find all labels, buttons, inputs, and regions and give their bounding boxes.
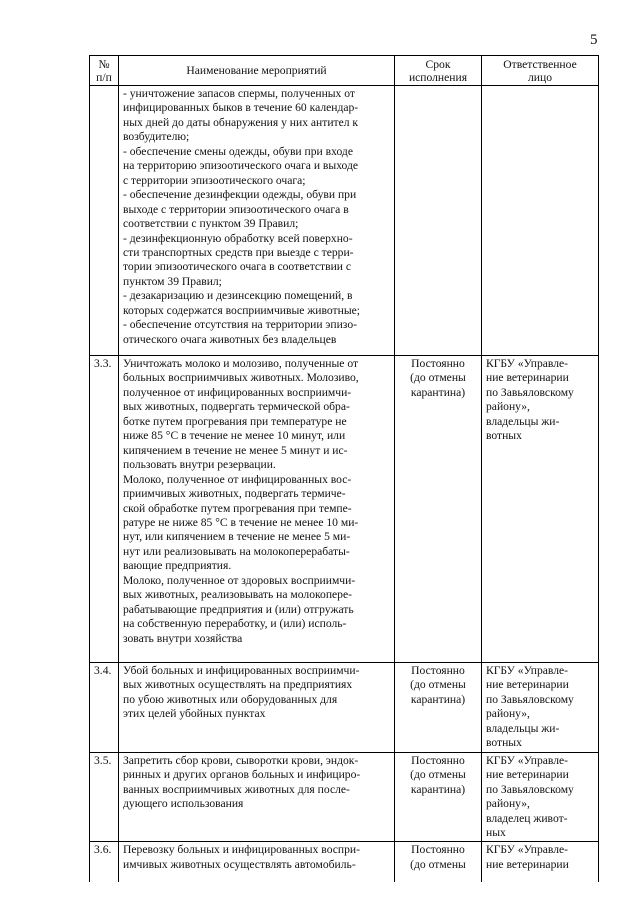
table-row (90, 752, 599, 842)
term-line: Постоянно (411, 753, 465, 767)
description-line: кипячением в течение не менее 5 минут и ис- (123, 443, 348, 457)
description-line: сти транспортных средств при выезде с терри- (123, 245, 354, 259)
responsible-person (482, 86, 599, 356)
description-line: которых содержатся восприимчивые животные; (123, 303, 360, 317)
term-line: Постоянно (411, 843, 465, 857)
description-line: выходе с территории эпизоотического очага в (123, 202, 349, 216)
term-line: (до отмены (410, 857, 466, 871)
measure-description (119, 356, 395, 663)
responsible-line: ние ветеринарии (486, 678, 569, 692)
description-line: по убою животных или оборудованных для (123, 692, 338, 706)
responsible-line: ние ветеринарии (486, 371, 569, 385)
description-line: ных дней до даты обнаружения у них антител к (123, 115, 359, 129)
description-line: ринных и других органов больных и инфициро- (123, 768, 361, 782)
table-header-row (90, 56, 599, 86)
term-line: (до отмены (410, 768, 466, 782)
row-number (90, 86, 119, 356)
description-line: приимчивых животных, подвергать термиче- (123, 487, 346, 501)
responsible-line: по Завьяловскому (486, 692, 574, 706)
measure-description (119, 752, 395, 842)
table-row (90, 356, 599, 663)
row-number: 3.5. (90, 752, 119, 842)
execution-term (395, 663, 482, 753)
description-line: Молоко, полученное от инфицированных вос- (123, 472, 352, 486)
description-line: вых животных осуществлять на предприятиях (123, 678, 353, 692)
responsible-line: ние ветеринарии (486, 768, 569, 782)
description-line: отического очага животных без владельцев (123, 332, 337, 346)
responsible-line: по Завьяловскому (486, 782, 574, 796)
description-line: ванных восприимчивых животных для после- (123, 782, 350, 796)
header-label-line: лицо (528, 70, 552, 84)
description-line: ской обработке путем прогревания при темпе- (123, 501, 352, 515)
execution-term (395, 752, 482, 842)
responsible-line: КГБУ «Управле- (486, 664, 569, 677)
description-line: нут, или кипячением в течение не менее 5 ми- (123, 530, 351, 544)
description-line: - уничтожение запасов спермы, полученных от (123, 87, 355, 100)
header-label-line: № (98, 57, 110, 71)
description-line: Перевозку больных и инфицированных воспри- (123, 843, 360, 857)
row-number: 3.3. (90, 356, 119, 663)
responsible-line: по Завьяловскому (486, 385, 574, 399)
description-line: дующего использования (123, 797, 244, 811)
description-line: Уничтожать молоко и молозиво, полученные от (123, 357, 359, 370)
row-number: 3.4. (90, 663, 119, 753)
term-line: Постоянно (411, 357, 465, 370)
description-line: - дезакаризацию и дезинсекцию помещений, в (123, 289, 353, 303)
description-line: пунктом 39 Правил; (123, 274, 222, 288)
header-responsible (482, 56, 599, 86)
description-line: полученное от инфицированных восприимчи- (123, 385, 352, 399)
description-line: вых животных, реализовывать на молокопере- (123, 588, 352, 602)
description-line: инфицированных быков в течение 60 календар- (123, 101, 359, 115)
responsible-line: району», (486, 400, 530, 414)
table-row (90, 86, 599, 356)
header-label-line: Ответственное (503, 57, 577, 71)
responsible-line: району», (486, 707, 530, 721)
description-line: - дезинфекционную обработку всей поверхно- (123, 231, 353, 245)
description-line: ниже 85 °С в течение не менее 10 минут, или (123, 429, 346, 443)
responsible-line: владельцы жи- (486, 414, 560, 428)
description-line: ботке путем прогревания при температуре не (123, 414, 347, 428)
responsible-line: КГБУ «Управле- (486, 357, 569, 370)
responsible-line: КГБУ «Управле- (486, 753, 569, 767)
description-line: на собственную переработку, и (или) исполь- (123, 617, 347, 631)
description-line: этих целей убойных пунктах (123, 707, 266, 721)
table-row (90, 842, 599, 882)
description-line: - обеспечение дезинфекции одежды, обуви при (123, 188, 357, 202)
execution-term (395, 842, 482, 882)
measure-description (119, 86, 395, 356)
header-label-line: исполнения (408, 70, 468, 84)
description-line: пользовать внутри резервации. (123, 458, 276, 472)
description-line: на территорию эпизоотического очага и выходе (123, 159, 359, 173)
term-line: карантина) (410, 692, 466, 706)
execution-term (395, 356, 482, 663)
responsible-line: вотных (486, 736, 522, 750)
header-label-line: Наименование мероприятий (186, 64, 327, 77)
responsible-person (482, 752, 599, 842)
description-line: - обеспечение отсутствия на территории эпизо- (123, 318, 357, 332)
term-line: карантина) (410, 782, 466, 796)
description-line: ратуре не ниже 85 °С в течение не менее 10 ми- (123, 515, 359, 529)
table-row (90, 663, 599, 753)
header-num (90, 56, 119, 86)
measures-table (89, 55, 599, 882)
responsible-person (482, 356, 599, 663)
description-line: соответствии с пунктом 39 Правил; (123, 217, 299, 231)
description-line: рабатывающие предприятия и (или) отгружать (123, 602, 354, 616)
description-line: нут или реализовывать на молокоперерабаты- (123, 544, 350, 558)
responsible-person (482, 663, 599, 753)
term-line: (до отмены (410, 678, 466, 692)
execution-term (395, 86, 482, 356)
page-number: 5 (590, 32, 598, 48)
description-line: тории эпизоотического очага в соответствии с (123, 260, 352, 274)
responsible-line: владельцы жи- (486, 721, 560, 735)
measure-description (119, 663, 395, 753)
responsible-line: району», (486, 797, 530, 811)
description-line: Убой больных и инфицированных восприимчи- (123, 664, 360, 677)
description-line: возбудителю; (123, 130, 190, 144)
term-line: (до отмены (410, 371, 466, 385)
measure-description (119, 842, 395, 882)
header-label-line: Срок (425, 57, 451, 71)
description-line: вающие предприятия. (123, 559, 232, 573)
header-term (395, 56, 482, 86)
responsible-line: вотных (486, 429, 522, 443)
responsible-line: КГБУ «Управле- (486, 843, 569, 857)
row-number: 3.6. (90, 842, 119, 882)
term-line: Постоянно (411, 664, 465, 677)
description-line: Запретить сбор крови, сыворотки крови, эндок- (123, 753, 359, 767)
description-line: с территории эпизоотического очага; (123, 173, 306, 187)
term-line: карантина) (410, 385, 466, 399)
description-line: больных восприимчивых животных. Молозиво, (123, 371, 359, 385)
description-line: зовать внутри хозяйства (123, 631, 243, 645)
responsible-line: владелец живот- (486, 811, 568, 825)
description-line: Молоко, полученное от здоровых восприимчи- (123, 573, 356, 587)
header-label-line: п/п (96, 70, 112, 84)
description-line: имчивых животных осуществлять автомобиль- (123, 857, 356, 871)
header-name (119, 56, 395, 86)
responsible-line: ных (486, 825, 506, 839)
description-line: вых животных, подвергать термической обра- (123, 400, 350, 414)
description-line: - обеспечение смены одежды, обуви при входе (123, 144, 353, 158)
responsible-line: ние ветеринарии (486, 857, 569, 871)
responsible-person (482, 842, 599, 882)
